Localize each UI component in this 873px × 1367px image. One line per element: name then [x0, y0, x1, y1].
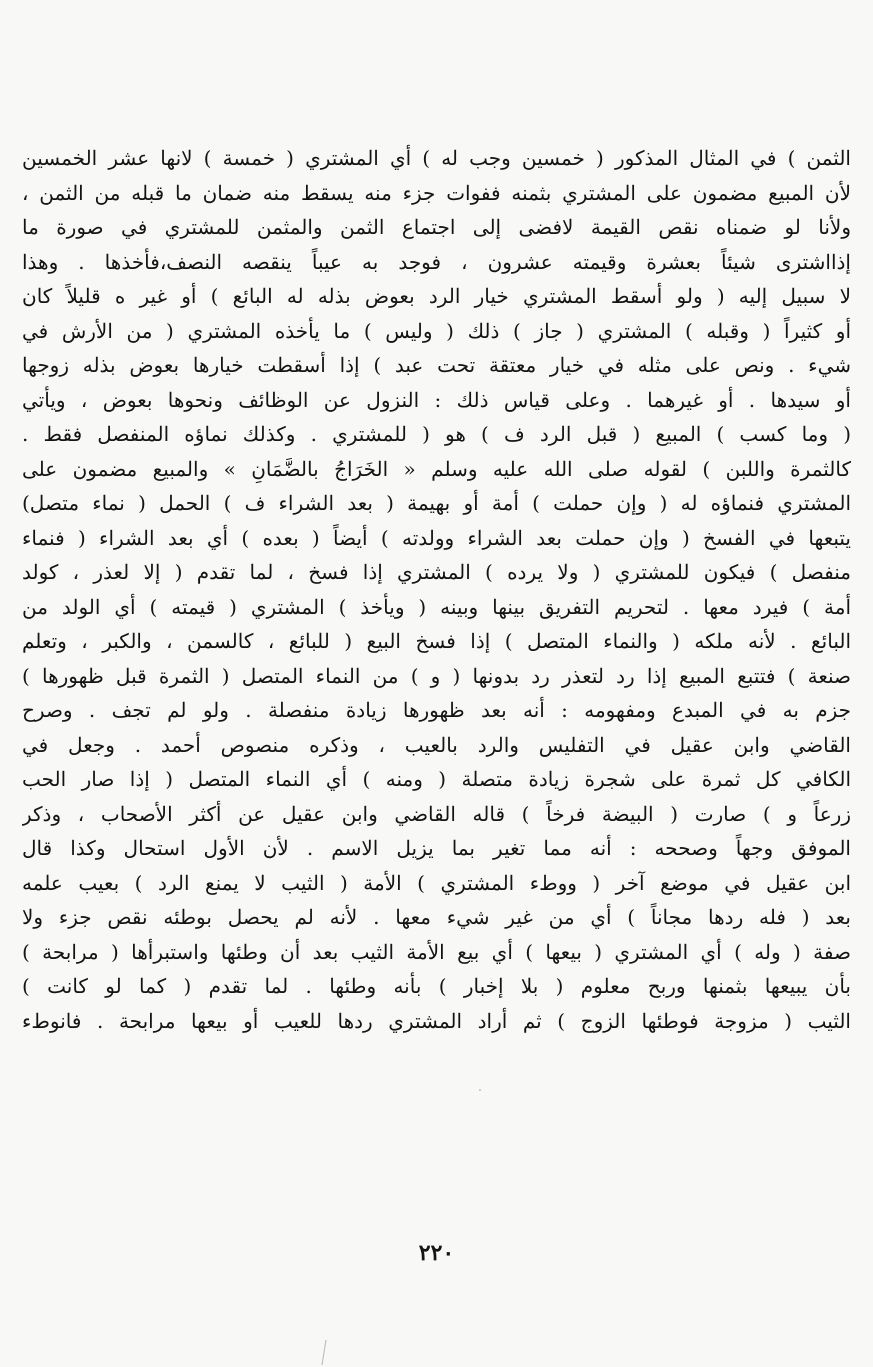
- text-line: منفصل ) فيكون للمشتري ( ولا يرده ) المشتري إذا فسخ ، لما تقدم ( إلا لعذر ، كولد: [22, 560, 851, 584]
- text-line: الثمن ) في المثال المذكور ( خمسين وجب له ) أي المشتري ( خمسة ) لانها عشر الخمسين: [22, 146, 851, 170]
- text-line: أو سيدها . أو غيرهما . وعلى قياس ذلك : النزول عن الوظائف ونحوها بعوض ، ويأتي: [22, 387, 851, 412]
- text-line: يتبعها في الفسخ ( وإن حملت بعد الشراء وولدته ) أيضاً ( بعده ) أي بعد الشراء ( فنماء: [22, 525, 851, 550]
- text-line: جزم به في المبدع ومفهومه : أنه بعد ظهورها زيادة منفصلة . ولو لم تجف . وصرح: [22, 698, 851, 722]
- text-line: لا سبيل إليه ( ولو أسقط المشتري خيار الرد بعوض بذله له البائع ) أو غير ه قليلاً كان: [22, 284, 851, 308]
- text-line: القاضي وابن عقيل في التفليس والرد بالعيب ، وذكره منصوص أحمد . وجعل في: [22, 732, 851, 757]
- text-line: شيء . ونص على مثله في خيار معتقة تحت عبد ) إذا أسقطت خيارها بعوض بذله زوجها: [22, 353, 851, 377]
- text-line: البائع . لأنه ملكه ( والنماء المتصل ) إذا فسخ البيع ( للبائع ، كالسمن ، والكبر ، وتعلم: [22, 629, 851, 653]
- text-line: الكافي كل ثمرة على شجرة زيادة متصلة ( ومنه ) أي النماء المتصل ( إذا صار الحب: [22, 767, 851, 791]
- text-line: بعد ( فله ردها مجاناً ) أي من غير شيء معها . لأنه لم يحصل بوطئه نقص جزء ولا: [22, 905, 851, 929]
- text-line: ابن عقيل في موضع آخر ( ووطء المشتري ) الأمة ( الثيب لا يمنع الرد ) بعيب علمه: [22, 870, 851, 895]
- text-line: أو كثيراً ( وقبله ) المشتري ( جاز ) ذلك ( وليس ) ما يأخذه المشتري ( من الأرش في: [22, 318, 851, 343]
- text-line: كالثمرة واللبن ) لقوله صلى الله عليه وسلم « الخَرَاجُ بالضَّمَانِ » والمبيع مضمون على: [22, 456, 851, 481]
- text-line: أمة ) فيرد معها . لتحريم التفريق بينها وبينه ( ويأخذ ) المشتري ( قيمته ) أي الولد من: [22, 594, 851, 619]
- text-line: ( وما كسب ) المبيع ( قبل الرد ف ) هو ( للمشتري . وكذلك نماؤه المنفصل فقط .: [22, 422, 851, 446]
- text-line: صفة ( وله ) أي المشتري ( بيعها ) أي بيع الأمة الثيب بعد أن وطئها واستبرأها ( مرابحة ): [22, 939, 851, 964]
- scan-mark: [322, 1340, 326, 1365]
- text-line: لأن المبيع مضمون على المشتري بثمنه ففوات جزء منه يسقط منه ضمان ما قبله من الثمن ،: [22, 180, 851, 205]
- text-line: إذااشترى شيئاً بعشرة وقيمته عشرون ، فوجد به عيباً ينقصه النصف،فأخذها . وهذا: [22, 249, 851, 274]
- text-line: بأن يبيعها بثمنها وربح معلوم ( بلا إخبار ) بأنه وطئها . لما تقدم ( كما لو كانت ): [22, 974, 851, 998]
- scan-speck: [479, 1089, 481, 1091]
- text-line: ولأنا لو ضمناه نقص القيمة لافضى إلى اجتماع الثمن والمثمن للمشتري في صورة ما: [22, 215, 851, 239]
- page-number: ٢٢٠: [418, 1240, 455, 1266]
- text-line: صنعة ) فتتبع المبيع إذا رد لتعذر رد بدونها ( و ) من النماء المتصل ( الثمرة قبل ظهورها ): [22, 663, 851, 688]
- text-line: زرعاً و ) صارت ( البيضة فرخاً ) قاله القاضي وابن عقيل عن أكثر الأصحاب ، وذكر: [22, 801, 851, 826]
- text-line: المشتري فنماؤه له ( وإن حملت ) أمة أو بهيمة ( بعد الشراء ف ) الحمل ( نماء متصل): [22, 491, 851, 515]
- text-line: الموفق وجهاً وصححه : أنه مما تغير بما يزيل الاسم . لأن الأول استحال وكذا قال: [22, 836, 851, 860]
- body-text: [22, 141, 851, 1038]
- text-line: الثيب ( مزوجة فوطئها الزوج ) ثم أراد المشتري ردها للعيب أو بيعها مرابحة . فانوطء: [22, 1008, 851, 1033]
